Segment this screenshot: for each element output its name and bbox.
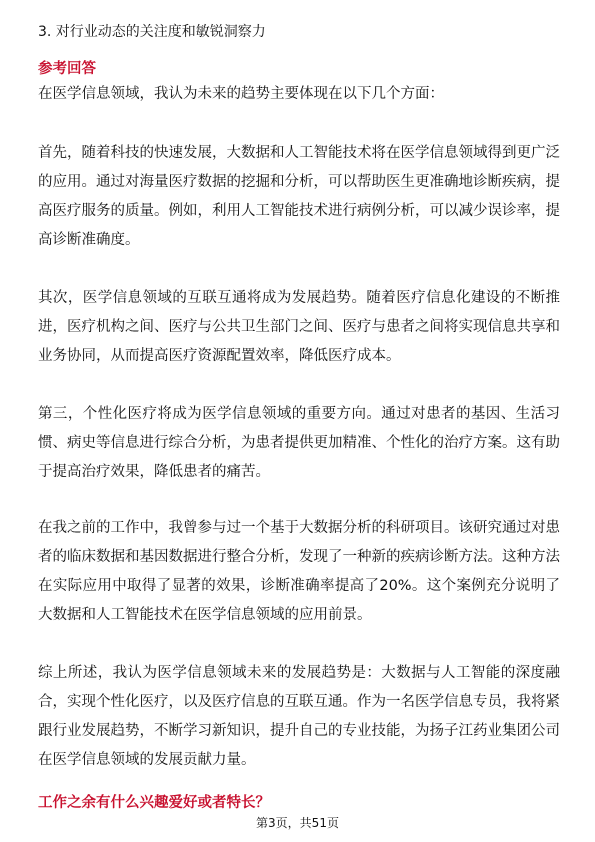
paragraph-second: 其次，医学信息领域的互联互通将成为发展趋势。随着医疗信息化建设的不断推进，医疗机构之间、医疗与公共卫生部门之间、医疗与患者之间将实现信息共享和业务协同，从而提高医疗资源配置效率，降低医疗成本。 (38, 290, 560, 364)
page-footer: 第3页，共51页 (256, 816, 339, 830)
paragraph-third: 第三，个性化医疗将成为医学信息领域的重要方向。通过对患者的基因、生活习惯、病史等信息进行综合分析，为患者提供更加精准、个性化的治疗方案。这有助于提高治疗效果，降低患者的痛苦。 (38, 406, 560, 480)
paragraph-first: 首先，随着科技的快速发展，大数据和人工智能技术将在医学信息领域得到更广泛的应用。通过对海量医疗数据的挖掘和分析，可以帮助医生更准确地诊断疾病，提高医疗服务的质量。例如，利用人工智能技术进行病例分析，可以减少误诊率，提高诊断准确度。 (38, 145, 560, 248)
paragraph-summary: 综上所述，我认为医学信息领域未来的发展趋势是：大数据与人工智能的深度融合，实现个性化医疗，以及医疗信息的互联互通。作为一名医学信息专员，我将紧跟行业发展趋势，不断学习新知识，提升自己的专业技能，为扬子江药业集团公司在医学信息领域的发展贡献力量。 (38, 665, 560, 768)
question-heading: 3. 对行业动态的关注度和敏锐洞察力 (38, 24, 266, 40)
paragraph-case: 在我之前的工作中，我曾参与过一个基于大数据分析的科研项目。该研究通过对患者的临床数据和基因数据进行整合分析，发现了一种新的疾病诊断方法。这种方法在实际应用中取得了显著的效果，诊断准确率提高了20%。这个案例充分说明了大数据和人工智能技术在医学信息领域的应用前景。 (38, 520, 560, 623)
next-question-heading: 工作之余有什么兴趣爱好或者特长？ (38, 795, 270, 811)
answer-label: 参考回答 (38, 61, 96, 77)
paragraph-intro: 在医学信息领域，我认为未来的趋势主要体现在以下几个方面： (38, 86, 444, 102)
